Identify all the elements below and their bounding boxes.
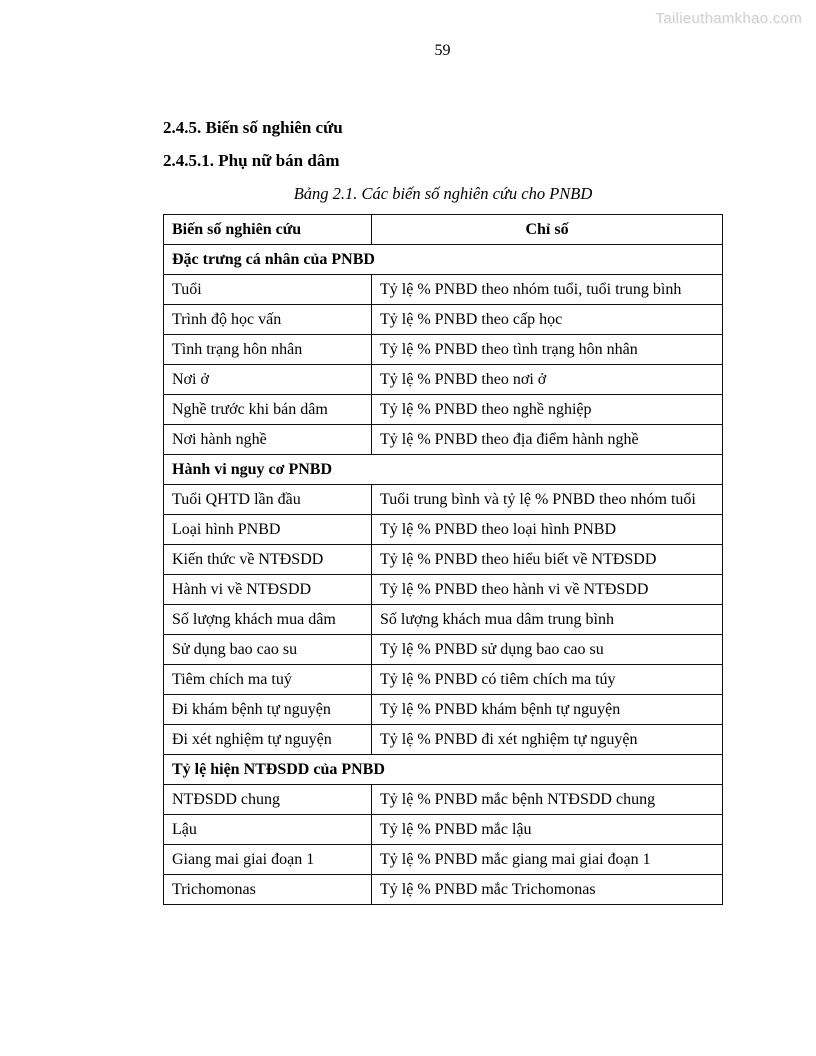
table-row: [164, 665, 723, 695]
section-row: [164, 755, 723, 785]
variable-cell: Hành vi về NTĐSDD: [164, 575, 372, 605]
table-row: [164, 725, 723, 755]
variable-cell: Nơi hành nghề: [164, 425, 372, 455]
variable-cell: Kiến thức về NTĐSDD: [164, 545, 372, 575]
indicator-cell: Tỷ lệ % PNBD mắc giang mai giai đoạn 1: [372, 845, 723, 875]
table-row: [164, 875, 723, 905]
variable-cell: Tiêm chích ma tuý: [164, 665, 372, 695]
variable-cell: Trình độ học vấn: [164, 305, 372, 335]
table-row: [164, 575, 723, 605]
table-caption: Bảng 2.1. Các biến số nghiên cứu cho PNBD: [293, 184, 593, 203]
variable-cell: Số lượng khách mua dâm: [164, 605, 372, 635]
page-number: 59: [434, 42, 451, 59]
variable-cell: Tuổi QHTD lần đầu: [164, 485, 372, 515]
variable-cell: Trichomonas: [164, 875, 372, 905]
variable-cell: Tình trạng hôn nhân: [164, 335, 372, 365]
variable-cell: Đi xét nghiệm tự nguyện: [164, 725, 372, 755]
table-row: [164, 425, 723, 455]
indicator-cell: Tỷ lệ % PNBD có tiêm chích ma túy: [372, 665, 723, 695]
indicator-cell: Tỷ lệ % PNBD theo nơi ở: [372, 365, 723, 395]
variable-cell: Giang mai giai đoạn 1: [164, 845, 372, 875]
variable-cell: Nơi ở: [164, 365, 372, 395]
indicator-cell: Tỷ lệ % PNBD theo hiểu biết về NTĐSDD: [372, 545, 723, 575]
variable-cell: Lậu: [164, 815, 372, 845]
indicator-cell: Số lượng khách mua dâm trung bình: [372, 605, 723, 635]
table-row: [164, 695, 723, 725]
indicator-cell: Tỷ lệ % PNBD sử dụng bao cao su: [372, 635, 723, 665]
variable-cell: Tuổi: [164, 275, 372, 305]
page-content: [163, 118, 723, 905]
variable-cell: Nghề trước khi bán dâm: [164, 395, 372, 425]
table-row: [164, 545, 723, 575]
table-row: [164, 845, 723, 875]
indicator-cell: Tỷ lệ % PNBD mắc lậu: [372, 815, 723, 845]
indicator-cell: Tỷ lệ % PNBD theo loại hình PNBD: [372, 515, 723, 545]
table-row: [164, 515, 723, 545]
indicator-cell: Tỷ lệ % PNBD theo cấp học: [372, 305, 723, 335]
variable-cell: NTĐSDD chung: [164, 785, 372, 815]
table-row: [164, 335, 723, 365]
table-row: [164, 485, 723, 515]
section-row: [164, 245, 723, 275]
watermark: Tailieuthamkhao.com: [655, 10, 802, 27]
table-row: [164, 785, 723, 815]
section-label: Đặc trưng cá nhân của PNBD: [164, 245, 723, 275]
table-row: [164, 635, 723, 665]
table-row: [164, 605, 723, 635]
indicator-cell: Tỷ lệ % PNBD mắc Trichomonas: [372, 875, 723, 905]
variable-cell: Loại hình PNBD: [164, 515, 372, 545]
section-label: Tỷ lệ hiện NTĐSDD của PNBD: [164, 755, 723, 785]
indicator-cell: Tỷ lệ % PNBD theo địa điểm hành nghề: [372, 425, 723, 455]
variables-table: [163, 214, 723, 905]
table-row: [164, 815, 723, 845]
table-row: [164, 305, 723, 335]
table-row: [164, 395, 723, 425]
indicator-cell: Tỷ lệ % PNBD theo nghề nghiệp: [372, 395, 723, 425]
indicator-cell: Tỷ lệ % PNBD đi xét nghiệm tự nguyện: [372, 725, 723, 755]
variable-cell: Sử dụng bao cao su: [164, 635, 372, 665]
indicator-cell: Tỷ lệ % PNBD theo nhóm tuổi, tuổi trung bình: [372, 275, 723, 305]
indicator-cell: Tỷ lệ % PNBD mắc bệnh NTĐSDD chung: [372, 785, 723, 815]
section-label: Hành vi nguy cơ PNBD: [164, 455, 723, 485]
indicator-cell: Tuổi trung bình và tỷ lệ % PNBD theo nhóm tuổi: [372, 485, 723, 515]
table-row: [164, 275, 723, 305]
column-header-variable: Biến số nghiên cứu: [164, 215, 372, 245]
variable-cell: Đi khám bệnh tự nguyện: [164, 695, 372, 725]
table-header-row: [164, 215, 723, 245]
column-header-indicator: Chỉ số: [372, 215, 723, 245]
section-heading: 2.4.5. Biến số nghiên cứu: [163, 118, 343, 137]
subsection-heading: 2.4.5.1. Phụ nữ bán dâm: [163, 151, 340, 170]
indicator-cell: Tỷ lệ % PNBD khám bệnh tự nguyện: [372, 695, 723, 725]
indicator-cell: Tỷ lệ % PNBD theo tình trạng hôn nhân: [372, 335, 723, 365]
section-row: [164, 455, 723, 485]
table-row: [164, 365, 723, 395]
indicator-cell: Tỷ lệ % PNBD theo hành vi về NTĐSDD: [372, 575, 723, 605]
